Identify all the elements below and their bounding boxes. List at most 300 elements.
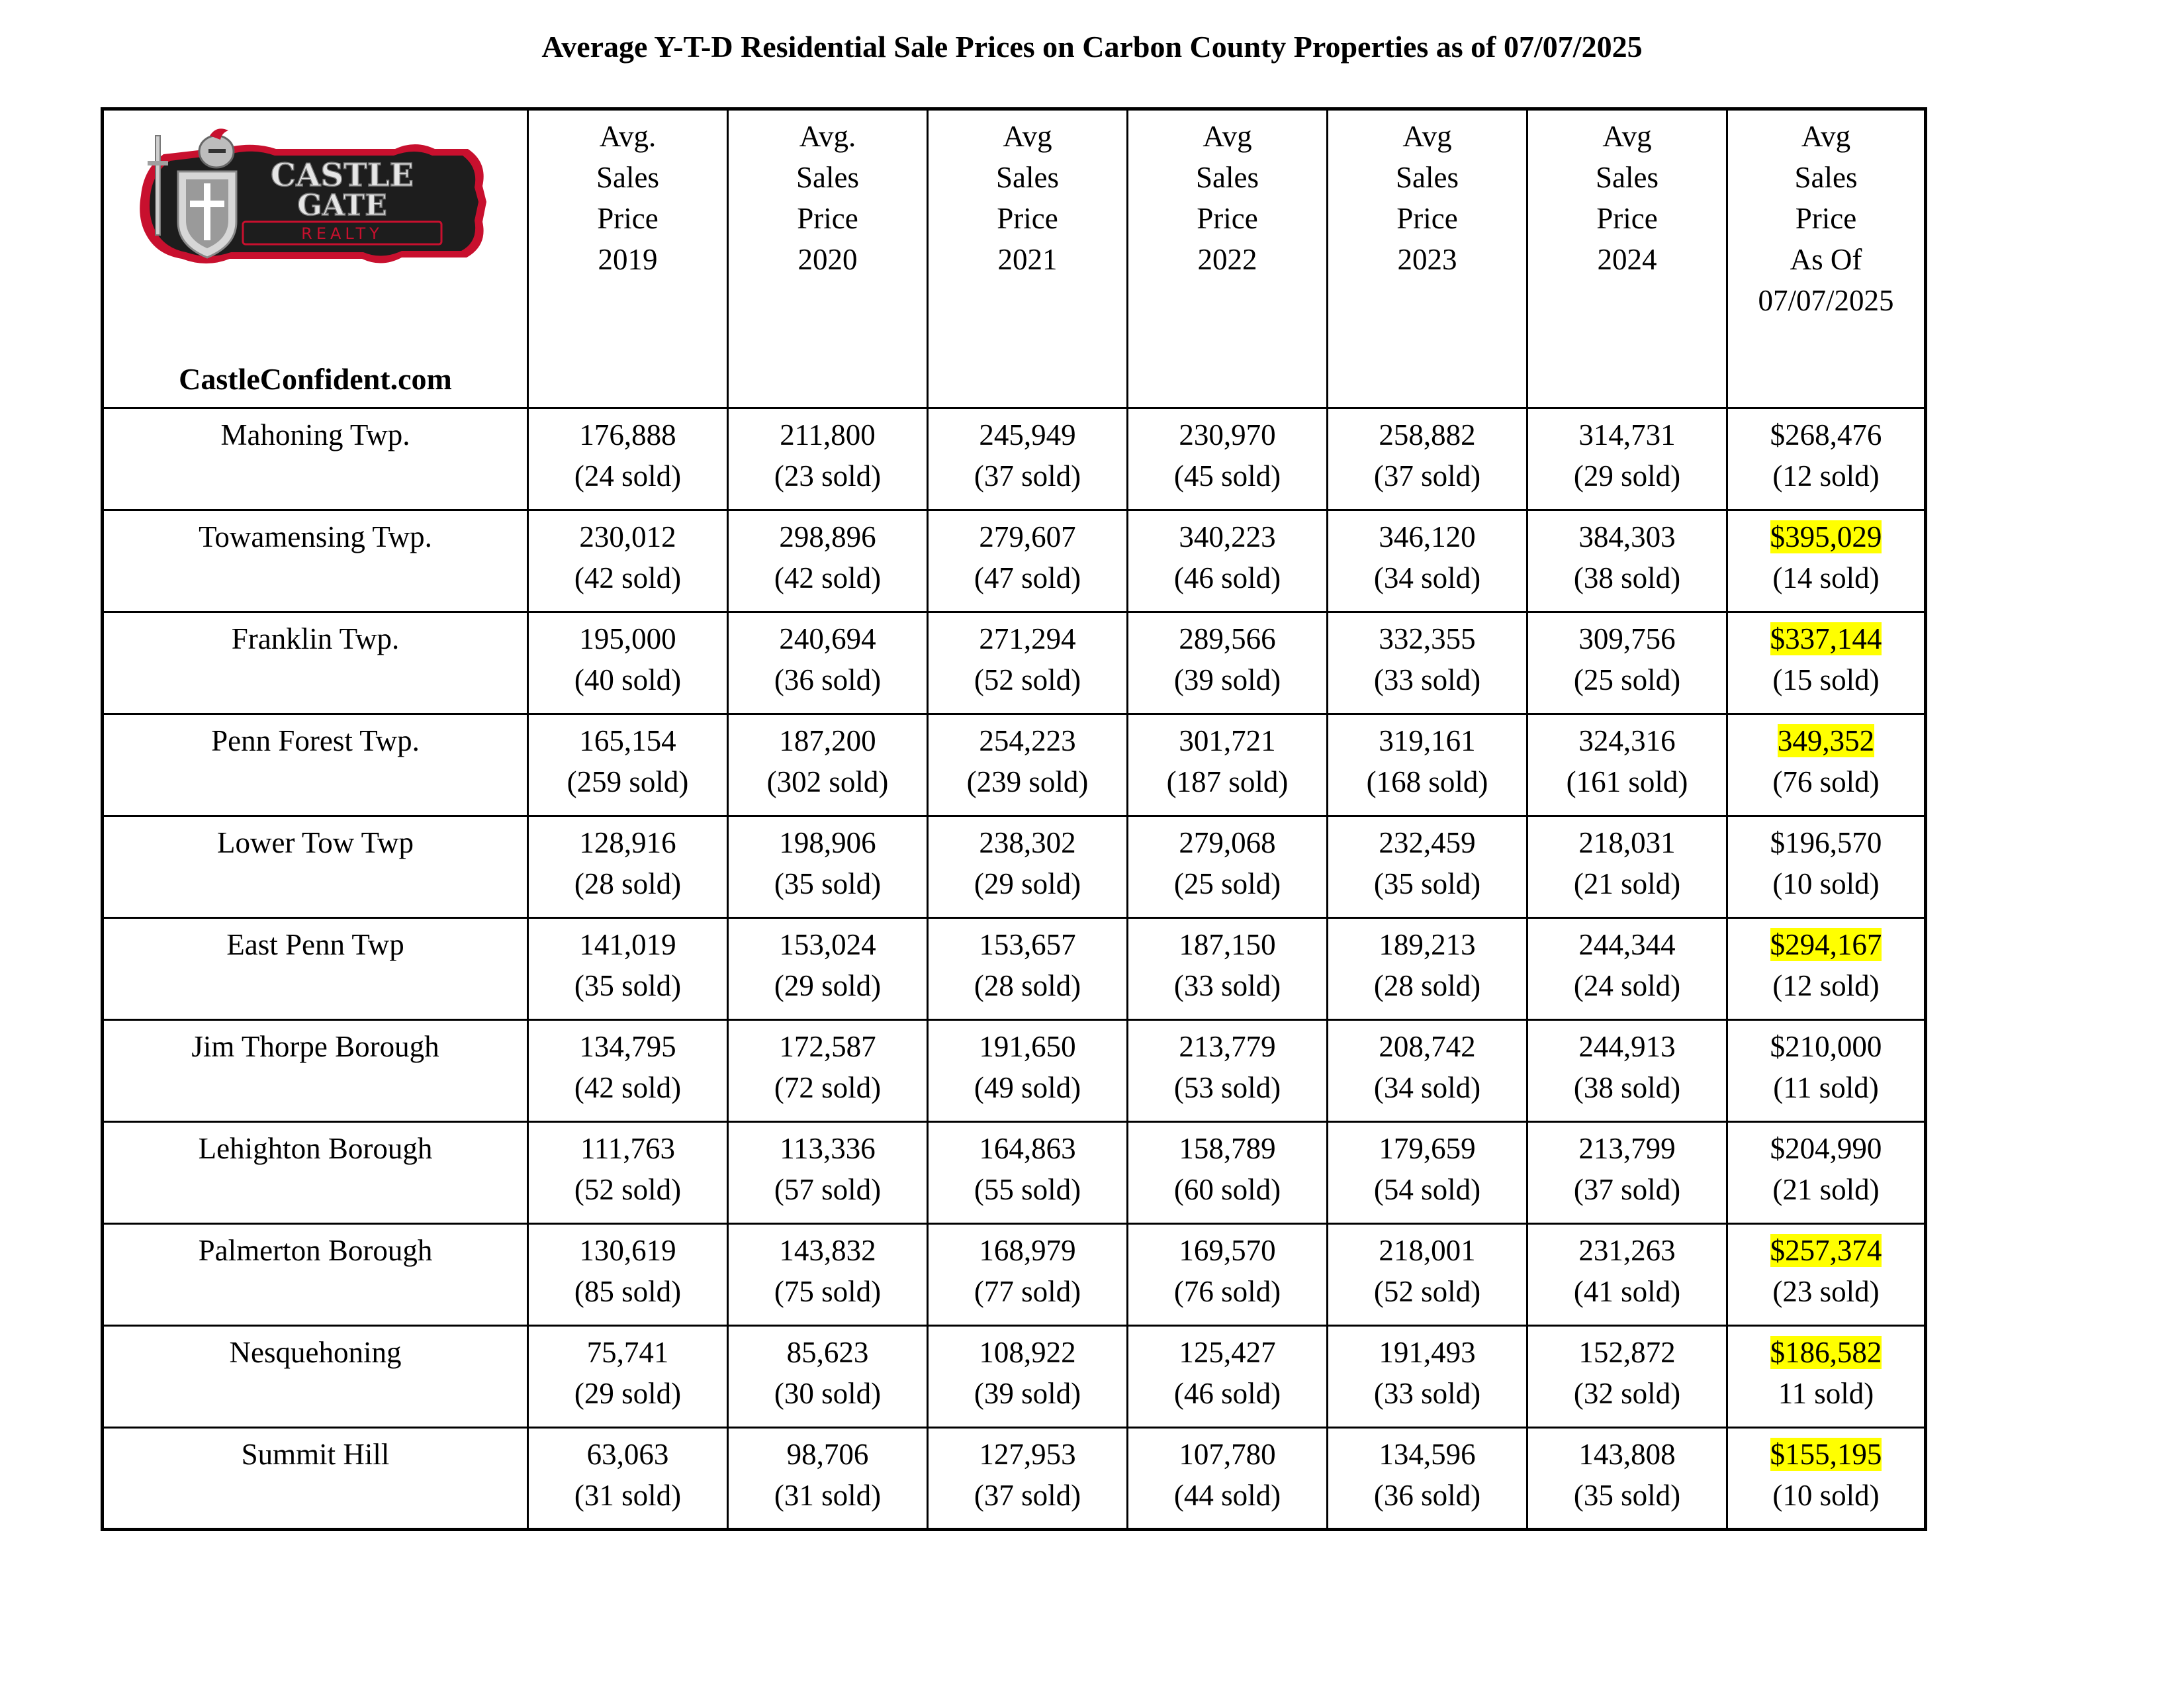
avg-price: 130,619 xyxy=(579,1234,676,1267)
column-header-line: Avg xyxy=(1003,120,1052,153)
sold-count: (29 sold) xyxy=(974,867,1081,900)
price-cell xyxy=(728,408,928,510)
price-cell xyxy=(1128,1122,1328,1224)
price-cell xyxy=(728,1020,928,1122)
avg-price: $204,990 xyxy=(1770,1132,1882,1165)
sold-count: (32 sold) xyxy=(1573,1377,1681,1410)
column-header xyxy=(1128,109,1328,408)
price-cell xyxy=(1527,1122,1727,1224)
price-cell xyxy=(1527,510,1727,612)
highlighted-price: $395,029 xyxy=(1770,520,1882,553)
avg-price: 191,650 xyxy=(979,1030,1076,1063)
price-cell xyxy=(1727,510,1926,612)
price-cell xyxy=(1128,1020,1328,1122)
price-cell xyxy=(1328,1224,1527,1326)
sold-count: (36 sold) xyxy=(774,663,882,696)
sold-count: (37 sold) xyxy=(974,1479,1081,1512)
column-header-line: Sales xyxy=(1794,161,1858,194)
sold-count: (37 sold) xyxy=(1373,459,1481,492)
price-cell xyxy=(1128,918,1328,1020)
area-name: East Penn Twp xyxy=(103,918,528,1020)
table-row xyxy=(103,918,1926,1020)
price-cell xyxy=(1727,1428,1926,1530)
table-row xyxy=(103,1326,1926,1428)
sold-count: (55 sold) xyxy=(974,1173,1081,1206)
castle-gate-logo-icon xyxy=(117,122,494,281)
sold-count: (45 sold) xyxy=(1173,459,1281,492)
avg-price: 172,587 xyxy=(779,1030,876,1063)
price-cell xyxy=(1527,714,1727,816)
price-cell xyxy=(1328,1122,1527,1224)
price-cell xyxy=(528,1224,728,1326)
highlighted-price: $337,144 xyxy=(1770,622,1882,655)
column-header-line: Sales xyxy=(796,161,859,194)
area-name: Palmerton Borough xyxy=(103,1224,528,1326)
price-cell xyxy=(1527,612,1727,714)
price-cell xyxy=(528,1326,728,1428)
avg-price: 165,154 xyxy=(579,724,676,757)
column-header-line: Sales xyxy=(1196,161,1259,194)
column-header-line: Sales xyxy=(996,161,1059,194)
avg-price: $210,000 xyxy=(1770,1030,1882,1063)
price-cell xyxy=(1527,918,1727,1020)
avg-price: 208,742 xyxy=(1379,1030,1476,1063)
area-name: Summit Hill xyxy=(103,1428,528,1530)
column-header-line: 2022 xyxy=(1197,243,1257,276)
avg-price: 213,779 xyxy=(1179,1030,1276,1063)
price-cell xyxy=(1727,612,1926,714)
sold-count: (38 sold) xyxy=(1573,561,1681,594)
avg-price: 254,223 xyxy=(979,724,1076,757)
column-header-line: 07/07/2025 xyxy=(1758,284,1894,317)
sold-count: (46 sold) xyxy=(1173,561,1281,594)
price-cell xyxy=(1328,816,1527,918)
price-cell xyxy=(1128,612,1328,714)
sold-count: (11 sold) xyxy=(1773,1071,1879,1104)
price-cell xyxy=(928,816,1128,918)
sold-count: (76 sold) xyxy=(1173,1275,1281,1308)
price-cell xyxy=(728,816,928,918)
sold-count: (39 sold) xyxy=(974,1377,1081,1410)
area-name: Lower Tow Twp xyxy=(103,816,528,918)
column-header xyxy=(1727,109,1926,408)
sold-count: (15 sold) xyxy=(1772,663,1880,696)
column-header xyxy=(1527,109,1727,408)
sold-count: (29 sold) xyxy=(774,969,882,1002)
sold-count: (40 sold) xyxy=(574,663,682,696)
column-header-line: As Of xyxy=(1790,243,1862,276)
price-cell xyxy=(1727,408,1926,510)
avg-price: 168,979 xyxy=(979,1234,1076,1267)
price-cell xyxy=(1328,612,1527,714)
avg-price: 195,000 xyxy=(579,622,676,655)
price-cell xyxy=(928,1020,1128,1122)
avg-price: 232,459 xyxy=(1379,826,1476,859)
table-body xyxy=(103,408,1926,1530)
column-header-line: Price xyxy=(1197,202,1258,235)
price-cell xyxy=(1527,1428,1727,1530)
sold-count: (23 sold) xyxy=(1772,1275,1880,1308)
column-header-line: Sales xyxy=(1596,161,1659,194)
price-cell xyxy=(1527,1020,1727,1122)
price-cell xyxy=(1128,1224,1328,1326)
sold-count: (25 sold) xyxy=(1573,663,1681,696)
avg-price: 279,068 xyxy=(1179,826,1276,859)
sold-count: (42 sold) xyxy=(774,561,882,594)
sold-count: (49 sold) xyxy=(974,1071,1081,1104)
avg-price: 128,916 xyxy=(579,826,676,859)
column-header-line: Avg. xyxy=(599,120,657,153)
column-header-line: Price xyxy=(997,202,1058,235)
area-name: Nesquehoning xyxy=(103,1326,528,1428)
sold-count: (33 sold) xyxy=(1373,663,1481,696)
avg-price: 107,780 xyxy=(1179,1438,1276,1471)
price-cell xyxy=(1727,816,1926,918)
price-cell xyxy=(528,408,728,510)
sold-count: (52 sold) xyxy=(1373,1275,1481,1308)
column-header-line: 2021 xyxy=(997,243,1058,276)
price-cell xyxy=(1328,1326,1527,1428)
column-header xyxy=(928,109,1128,408)
price-cell xyxy=(1527,1326,1727,1428)
table-row xyxy=(103,1020,1926,1122)
price-cell xyxy=(1727,1326,1926,1428)
area-name: Lehighton Borough xyxy=(103,1122,528,1224)
sold-count: (31 sold) xyxy=(574,1479,682,1512)
price-cell xyxy=(728,612,928,714)
sold-count: (42 sold) xyxy=(574,561,682,594)
column-header-line: Avg xyxy=(1602,120,1652,153)
price-cell xyxy=(1527,408,1727,510)
sold-count: 11 sold) xyxy=(1778,1377,1874,1410)
sold-count: (34 sold) xyxy=(1373,1071,1481,1104)
avg-price xyxy=(1728,516,1924,557)
sold-count: (37 sold) xyxy=(974,459,1081,492)
avg-price: 230,012 xyxy=(579,520,676,553)
sold-count: (187 sold) xyxy=(1166,765,1289,798)
price-cell xyxy=(528,918,728,1020)
price-cell xyxy=(728,1326,928,1428)
avg-price: 198,906 xyxy=(779,826,876,859)
price-cell xyxy=(928,1224,1128,1326)
header-row xyxy=(103,109,1926,408)
column-header-line: 2020 xyxy=(797,243,858,276)
table-row xyxy=(103,1428,1926,1530)
sold-count: (52 sold) xyxy=(574,1173,682,1206)
table-row xyxy=(103,1224,1926,1326)
avg-price: 179,659 xyxy=(1379,1132,1476,1165)
column-header xyxy=(728,109,928,408)
price-cell xyxy=(928,408,1128,510)
avg-price: 169,570 xyxy=(1179,1234,1276,1267)
avg-price: 111,763 xyxy=(580,1132,675,1165)
sold-count: (161 sold) xyxy=(1566,765,1688,798)
avg-price: 113,336 xyxy=(780,1132,876,1165)
table-row xyxy=(103,612,1926,714)
avg-price: 191,493 xyxy=(1379,1336,1476,1369)
price-cell xyxy=(728,1122,928,1224)
avg-price: 319,161 xyxy=(1379,724,1476,757)
price-cell xyxy=(1328,1020,1527,1122)
sold-count: (54 sold) xyxy=(1373,1173,1481,1206)
avg-price: 324,316 xyxy=(1578,724,1676,757)
sold-count: (259 sold) xyxy=(567,765,689,798)
price-cell xyxy=(1727,714,1926,816)
avg-price: $268,476 xyxy=(1770,418,1882,451)
price-cell xyxy=(728,1224,928,1326)
price-cell xyxy=(528,612,728,714)
logo-cell xyxy=(103,109,528,408)
column-header-line: 2024 xyxy=(1597,243,1657,276)
avg-price: 164,863 xyxy=(979,1132,1076,1165)
sold-count: (33 sold) xyxy=(1173,969,1281,1002)
avg-price: 187,200 xyxy=(779,724,876,757)
price-cell xyxy=(928,1326,1128,1428)
price-cell xyxy=(528,816,728,918)
page-title: Average Y-T-D Residential Sale Prices on Carbon County Properties as of 07/07/2025 xyxy=(541,30,1643,64)
sold-count: (23 sold) xyxy=(774,459,882,492)
sold-count: (38 sold) xyxy=(1573,1071,1681,1104)
price-cell xyxy=(728,714,928,816)
avg-price: 384,303 xyxy=(1578,520,1676,553)
column-header-line: Price xyxy=(1396,202,1458,235)
highlighted-price: 349,352 xyxy=(1777,724,1875,757)
avg-price: 244,913 xyxy=(1578,1030,1676,1063)
sold-count: (24 sold) xyxy=(1573,969,1681,1002)
sold-count: (44 sold) xyxy=(1173,1479,1281,1512)
sold-count: (29 sold) xyxy=(1573,459,1681,492)
price-cell xyxy=(1128,1428,1328,1530)
avg-price: 125,427 xyxy=(1179,1336,1276,1369)
sold-count: (28 sold) xyxy=(1373,969,1481,1002)
sold-count: (25 sold) xyxy=(1173,867,1281,900)
avg-price: 108,922 xyxy=(979,1336,1076,1369)
table-row xyxy=(103,1122,1926,1224)
price-cell xyxy=(528,510,728,612)
price-cell xyxy=(928,918,1128,1020)
column-header-line: Avg xyxy=(1402,120,1452,153)
price-cell xyxy=(1727,1122,1926,1224)
price-cell xyxy=(1328,1428,1527,1530)
svg-text:GATE: GATE xyxy=(297,189,387,222)
sold-count: (76 sold) xyxy=(1772,765,1880,798)
sold-count: (24 sold) xyxy=(574,459,682,492)
avg-price: 231,263 xyxy=(1578,1234,1676,1267)
price-cell xyxy=(1328,408,1527,510)
sold-count: (34 sold) xyxy=(1373,561,1481,594)
svg-text:CASTLE: CASTLE xyxy=(270,157,414,194)
price-cell xyxy=(728,510,928,612)
sold-count: (35 sold) xyxy=(1573,1479,1681,1512)
price-cell xyxy=(928,714,1128,816)
avg-price: 187,150 xyxy=(1179,928,1276,961)
price-cell xyxy=(1128,816,1328,918)
price-cell xyxy=(928,1122,1128,1224)
avg-price: 279,607 xyxy=(979,520,1076,553)
avg-price xyxy=(1728,618,1924,659)
column-header-line: Avg. xyxy=(799,120,856,153)
column-header xyxy=(528,109,728,408)
avg-price: 127,953 xyxy=(979,1438,1076,1471)
price-cell xyxy=(1727,918,1926,1020)
avg-price: 301,721 xyxy=(1179,724,1276,757)
sold-count: (36 sold) xyxy=(1373,1479,1481,1512)
avg-price: 309,756 xyxy=(1578,622,1676,655)
website-label: CastleConfident.com xyxy=(179,362,452,396)
avg-price: 141,019 xyxy=(579,928,676,961)
table-row xyxy=(103,714,1926,816)
area-name: Jim Thorpe Borough xyxy=(103,1020,528,1122)
sold-count: (21 sold) xyxy=(1573,867,1681,900)
castle-gate-logo xyxy=(117,122,494,281)
column-header-line: Avg xyxy=(1801,120,1851,153)
highlighted-price: $257,374 xyxy=(1770,1234,1882,1267)
avg-price: 134,795 xyxy=(579,1030,676,1063)
sold-count: (31 sold) xyxy=(774,1479,882,1512)
table-row xyxy=(103,510,1926,612)
avg-price: 238,302 xyxy=(979,826,1076,859)
sold-count: (35 sold) xyxy=(1373,867,1481,900)
avg-price: 153,024 xyxy=(779,928,876,961)
sold-count: (10 sold) xyxy=(1772,1479,1880,1512)
column-header-line: Price xyxy=(1795,202,1857,235)
avg-price: 289,566 xyxy=(1179,622,1276,655)
sold-count: (33 sold) xyxy=(1373,1377,1481,1410)
sold-count: (46 sold) xyxy=(1173,1377,1281,1410)
column-header-line: Price xyxy=(597,202,659,235)
column-header-line: Sales xyxy=(1396,161,1459,194)
sold-count: (57 sold) xyxy=(774,1173,882,1206)
price-cell xyxy=(728,918,928,1020)
avg-price: 85,623 xyxy=(786,1336,869,1369)
avg-price: 218,001 xyxy=(1379,1234,1476,1267)
price-cell xyxy=(1527,1224,1727,1326)
avg-price: 332,355 xyxy=(1379,622,1476,655)
avg-price: 158,789 xyxy=(1179,1132,1276,1165)
avg-price: 314,731 xyxy=(1578,418,1676,451)
avg-price: 213,799 xyxy=(1578,1132,1676,1165)
sold-count: (39 sold) xyxy=(1173,663,1281,696)
column-header-line: Price xyxy=(797,202,858,235)
avg-price: 152,872 xyxy=(1578,1336,1676,1369)
avg-price: 230,970 xyxy=(1179,418,1276,451)
avg-price: 98,706 xyxy=(786,1438,869,1471)
avg-price: 346,120 xyxy=(1379,520,1476,553)
column-header-line: Avg xyxy=(1203,120,1252,153)
table-row xyxy=(103,408,1926,510)
avg-price: 245,949 xyxy=(979,418,1076,451)
column-header-line: 2019 xyxy=(598,243,658,276)
sold-count: (37 sold) xyxy=(1573,1173,1681,1206)
price-cell xyxy=(528,714,728,816)
avg-price: 143,832 xyxy=(779,1234,876,1267)
column-header-line: Sales xyxy=(596,161,659,194)
price-cell xyxy=(1128,408,1328,510)
price-cell xyxy=(1128,510,1328,612)
avg-price: 134,596 xyxy=(1379,1438,1476,1471)
sold-count: (10 sold) xyxy=(1772,867,1880,900)
sold-count: (72 sold) xyxy=(774,1071,882,1104)
price-cell xyxy=(1328,714,1527,816)
sold-count: (28 sold) xyxy=(574,867,682,900)
sold-count: (239 sold) xyxy=(966,765,1089,798)
sold-count: (53 sold) xyxy=(1173,1071,1281,1104)
price-cell xyxy=(1527,816,1727,918)
price-cell xyxy=(1727,1224,1926,1326)
sold-count: (12 sold) xyxy=(1772,459,1880,492)
price-cell xyxy=(1128,1326,1328,1428)
sold-count: (42 sold) xyxy=(574,1071,682,1104)
avg-price: 211,800 xyxy=(780,418,876,451)
sold-count: (60 sold) xyxy=(1173,1173,1281,1206)
avg-price xyxy=(1728,1332,1924,1373)
avg-price: 75,741 xyxy=(586,1336,669,1369)
sold-count: (168 sold) xyxy=(1366,765,1488,798)
sold-count: (41 sold) xyxy=(1573,1275,1681,1308)
price-cell xyxy=(1328,918,1527,1020)
highlighted-price: $186,582 xyxy=(1770,1336,1882,1369)
avg-price: 244,344 xyxy=(1578,928,1676,961)
sold-count: (77 sold) xyxy=(974,1275,1081,1308)
avg-price xyxy=(1728,720,1924,761)
avg-price: $196,570 xyxy=(1770,826,1882,859)
sold-count: (28 sold) xyxy=(974,969,1081,1002)
area-name: Towamensing Twp. xyxy=(103,510,528,612)
avg-price xyxy=(1728,924,1924,965)
avg-price: 189,213 xyxy=(1379,928,1476,961)
price-cell xyxy=(1128,714,1328,816)
avg-price: 143,808 xyxy=(1578,1438,1676,1471)
sold-count: (52 sold) xyxy=(974,663,1081,696)
column-header xyxy=(1328,109,1527,408)
sold-count: (47 sold) xyxy=(974,561,1081,594)
sold-count: (75 sold) xyxy=(774,1275,882,1308)
avg-price: 298,896 xyxy=(779,520,876,553)
avg-price xyxy=(1728,1230,1924,1271)
sold-count: (29 sold) xyxy=(574,1377,682,1410)
highlighted-price: $155,195 xyxy=(1770,1438,1882,1471)
svg-text:REALTY: REALTY xyxy=(301,224,383,243)
sold-count: (12 sold) xyxy=(1772,969,1880,1002)
avg-price: 176,888 xyxy=(579,418,676,451)
column-header-line: Price xyxy=(1596,202,1658,235)
price-cell xyxy=(1727,1020,1926,1122)
avg-price xyxy=(1728,1434,1924,1475)
avg-price: 153,657 xyxy=(979,928,1076,961)
sold-count: (302 sold) xyxy=(766,765,889,798)
area-name: Mahoning Twp. xyxy=(103,408,528,510)
sold-count: (14 sold) xyxy=(1772,561,1880,594)
column-header-line: 2023 xyxy=(1397,243,1457,276)
price-cell xyxy=(528,1428,728,1530)
sold-count: (30 sold) xyxy=(774,1377,882,1410)
price-cell xyxy=(928,612,1128,714)
avg-price: 340,223 xyxy=(1179,520,1276,553)
avg-price: 271,294 xyxy=(979,622,1076,655)
sold-count: (85 sold) xyxy=(574,1275,682,1308)
price-cell xyxy=(528,1020,728,1122)
price-cell xyxy=(1328,510,1527,612)
sold-count: (21 sold) xyxy=(1772,1173,1880,1206)
price-table xyxy=(101,107,1927,1531)
sold-count: (35 sold) xyxy=(574,969,682,1002)
price-cell xyxy=(528,1122,728,1224)
avg-price: 63,063 xyxy=(586,1438,669,1471)
area-name: Franklin Twp. xyxy=(103,612,528,714)
price-cell xyxy=(928,1428,1128,1530)
price-cell xyxy=(728,1428,928,1530)
sold-count: (35 sold) xyxy=(774,867,882,900)
